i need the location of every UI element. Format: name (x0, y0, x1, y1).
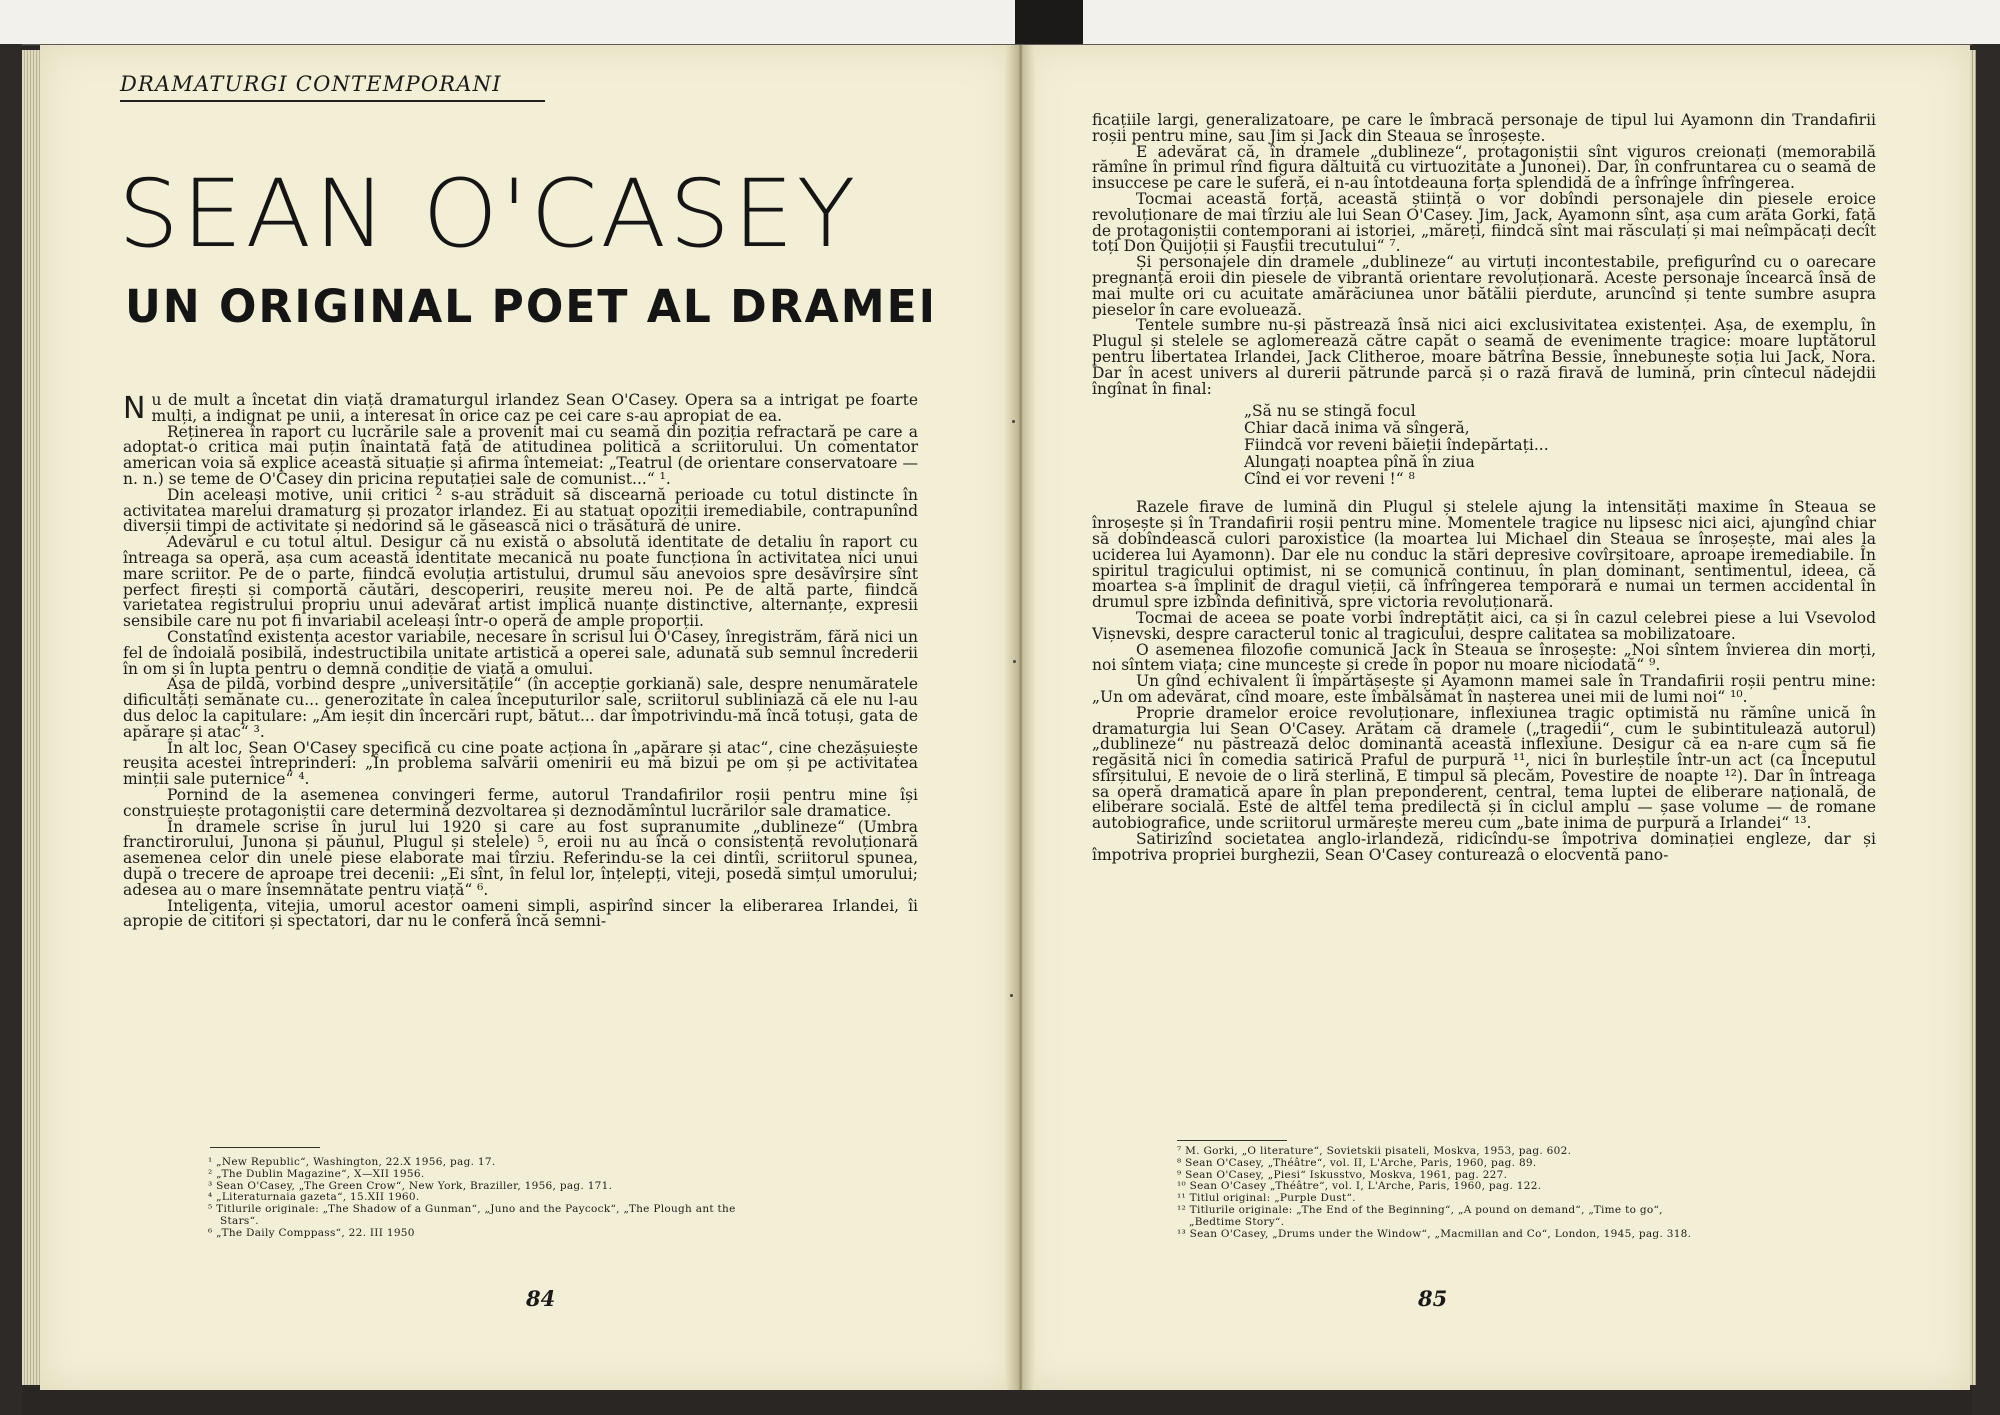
paragraph: Satirizînd societatea anglo-irlandeză, ridicîndu-se împotriva dominației engleze, dar și împotriva propriei burghezii, Sean O'Casey contureazâ o elocventă pano- (1092, 830, 1876, 864)
footnotes-right (1177, 1146, 1877, 1240)
footnote: ³ Sean O'Casey, „The Green Crow“, New York, Braziller, 1956, pag. 171. (208, 1179, 613, 1192)
first-paragraph: Nu de mult a încetat din viață dramaturgul irlandez Sean O'Casey. Opera sa a intrigat pe foarte mulți, a indignat pe unii, a interesat în orice caz pe cei care s-au apropiat de ea. (123, 391, 918, 426)
paragraph: Reținerea în raport cu lucrările sale a provenit mai cu seamă din poziția refractară pe care a adoptat-o critica mai puțin înaintată față de atitudinea politică a scriitorului. Un comentator american voia să explice această situație și afirma întemeiat: „Teatrul (de orientare conservatoare — n. n.) se teme de O'Casey din pricina reputației sale de comunist...“ ¹. (123, 422, 918, 488)
section-label: DRAMATURGI CONTEMPORANI (120, 72, 502, 96)
footnote: ⁶ „The Daily Comppass“, 22. III 1950 (208, 1226, 415, 1239)
page-speck (1013, 660, 1016, 663)
paragraph: ficațiile largi, generalizatoare, pe care le îmbracă personaje de tipul lui Ayamonn din Trandafirii roșii pentru mine, sau Jim și Jack din Steaua se înroșește. (1092, 111, 1876, 145)
footnote: ¹² Titlurile originale: „The End of the Beginning“, „A pound on demand“, „Time to go“, (1177, 1203, 1663, 1216)
page-speck (1010, 994, 1013, 997)
article-title: SEAN O'CASEY (118, 160, 859, 269)
footnote-rule-right (1177, 1140, 1287, 1141)
footnote: ⁸ Sean O'Casey, „Théâtre“, vol. II, L'Arche, Paris, 1960, pag. 89. (1177, 1156, 1537, 1169)
footnote: ⁴ „Literaturnaia gazeta“, 15.XII 1960. (208, 1191, 420, 1204)
right-page-body (1092, 113, 1876, 864)
paragraph: Așa de pildă, vorbind despre „universitățile“ (în accepție gorkiană) sale, despre nenumăratele dificultăți semănate cu... generozitate în calea începuturilor sale, scriitorul subliniază că ele nu l-au dus deloc la capitulare: „Am ieșit din încercări rupt, bătut... dar împotrivindu-mă încă totuși, gata de apărare și atac“ ³. (123, 675, 918, 741)
page-number-right: 85 (1418, 1286, 1448, 1311)
page-number-left: 84 (526, 1286, 556, 1311)
footnote: Stars“. (220, 1214, 259, 1227)
footnote: ¹¹ Titlul original: „Purple Dust“. (1177, 1192, 1356, 1205)
book-gutter (1005, 45, 1035, 1390)
footnotes-left (208, 1157, 918, 1240)
paragraph: Inteligența, vitejia, umorul acestor oameni simpli, aspirînd sincer la eliberarea Irlandei, îi apropie de cititori și spectatori, dar nu le conferă încă semni- (123, 896, 918, 931)
paragraph: Un gînd echivalent îi împărtășește și Ayamonn mamei sale în Trandafirii roșii pentru mine: „Un om adevărat, cînd moare, este îmbălsămat în nașterea unei mii de lumi noi“ ¹⁰. (1092, 672, 1876, 706)
article-subtitle: UN ORIGINAL POET AL DRAMEI (125, 280, 938, 333)
paragraph: Proprie dramelor eroice revoluționare, inflexiunea tragic optimistă nu rămîne unică în dramaturgia lui Sean O'Casey. Arătam că dramele („tragedii“, cum le subintitulează autorul) „dublineze“ nu păstrează deloc dominantă această inflexiune. Desigur că ea n-are cum să fie regăsită nici în comedia satirică Praful de purpură ¹¹, nici în burleștile într-un act (ca Începutul sfîrșitului, E nevoie de o liră sterlină, E timpul să plecăm, Povestire de noapte ¹²). Dar în întreaga sa operă dramatică apare în plan preponderent, central, tema luptei de eliberare națională, de eliberare socială. Este de altfel tema predilectă și în ciclul amplu — șase volume — de romane autobiografice, unde scriitorul urmărește mereu cum „bate inima de purpură a Irlandei“ ¹³. (1092, 703, 1876, 833)
paragraph: Și personajele din dramele „dublineze“ au virtuți incontestabile, prefigurînd cu o oarecare pregnanță eroii din piesele de vibrantă orientare revoluționară. Aceste personaje încearcă însă de mai multe ori cu acuitate amărăciunea unor bătălii pierdute, aruncînd și tente sumbre asupra pieselor în care evoluează. (1092, 253, 1876, 319)
paragraph: Razele firave de lumină din Plugul și stelele ajung la intensități maxime în Steaua se înroșește și în Trandafirii roșii pentru mine. Momentele tragice nu lipsesc nici aici, ajungînd chiar să dobîndească culori paroxistice (la moartea lui Michael din Steaua se înroșește, mai ales la uciderea lui Ayamonn). Dar ele nu conduc la stări depresive covîrșitoare, aproape iremediabile. În spiritul tragicului optimist, ni se comunică continuu, în plan dominant, sentimentul, ideea, că moartea s-a împlinit de dragul vieții, că înfrîngerea temporară e numai un termen accidental în drumul spre izbînda definitivă, spre victoria revoluționară. (1092, 498, 1876, 612)
footnote: ⁹ Sean O'Casey, „Piesi“ Iskusstvo, Moskva, 1961, pag. 227. (1177, 1168, 1508, 1181)
paragraph: E adevărat că, în dramele „dublineze“, protagoniștii sînt viguros creionați (memorabilă rămîne în primul rînd figura dăltuită cu virtuozitate a Junonei). Dar, în confruntarea cu o seamă de insuccese pe care le suferă, ei n-au întotdeauna forța splendidă de a înfrînge înfrîngerea. (1092, 142, 1876, 193)
drop-cap: N (123, 391, 146, 426)
book-spine-top (1015, 0, 1083, 44)
paragraph: În dramele scrise în jurul lui 1920 și care au fost supranumite „dublineze“ (Umbra franctirorului, Junona și păunul, Plugul și stelele) ⁵, eroii nu au încă o consistență revoluționară asemenea celor din unele piese elaborate mai tîrziu. Referindu-se la cei dintîi, scriitorul spunea, după o trecere de aproape trei decenii: „Ei sînt, în felul lor, înțelepți, viteji, posedă simțul umorului; adesea au o mare însemnătate pentru viață“ ⁶. (123, 817, 918, 899)
scanner-bed-top (0, 0, 2000, 44)
footnote-rule-left (210, 1147, 320, 1148)
book-cover-right-edge (1972, 44, 2000, 1415)
paragraph: În alt loc, Sean O'Casey specifică cu cine poate acționa în „apărare și atac“, cine chezășuiește reușita acestei întreprinderi: „În problema salvării omenirii eu mă bizui pe om și pe activitatea minții sale puternice“ ⁴. (123, 738, 918, 789)
book-cover-left-edge (0, 44, 22, 1415)
poem-line: Cînd ei vor reveni !“ ⁸ (1244, 470, 1415, 489)
page-stack-left (22, 50, 40, 1385)
page-stack-right (1970, 50, 1976, 1385)
poem-line: Chiar dacă inima vă sîngeră, (1244, 419, 1470, 438)
paragraph: O asemenea filozofie comunică Jack în Steaua se înroșește: „Noi sîntem învierea din morți, noi sîntem viața; cine muncește și crede în popor nu moare niciodată“ ⁹. (1092, 640, 1876, 675)
section-label-underline (120, 100, 545, 102)
paragraph: Adevărul e cu totul altul. Desigur că nu există o absolută identitate de detaliu în raport cu întreaga sa operă, așa cum această identitate mecanică nu poate funcționa în activitatea nici unui mare scriitor. Pe de o parte, fiindcă evoluția artistului, drumul său anevoios spre desăvîrșire sînt perfect firești și comportă căutări, descoperiri, reușite mereu noi. Pe de altă parte, fiindcă varietatea registrului propriu unui adevărat artist implică nuanțe distinctive, alternanțe, expresii sensibile care nu pot fi invariabil aceleași într-o operă de ample proporții. (123, 533, 918, 631)
poem-quote (1244, 403, 1876, 488)
left-page-body (123, 393, 918, 930)
footnote: „Bedtime Story“. (1189, 1215, 1285, 1228)
footnote: ¹³ Sean O'Casey, „Drums under the Window“, „Macmillan and Co“, London, 1945, pag. 318. (1177, 1227, 1692, 1240)
paragraph: Constatînd existența acestor variabile, necesare în scrisul lui O'Casey, înregistrăm, fără nici un fel de îndoială posibilă, indestructibila unitate artistică a operei sale, adunată sub semnul încrederii în om și în lupta pentru o demnă condiție de viață a omului. (123, 627, 918, 678)
footnote: ⁷ M. Gorki, „O literature“, Sovietskii pisateli, Moskva, 1953, pag. 602. (1177, 1145, 1572, 1157)
paragraph: Din aceleași motive, unii critici ² s-au străduit să discearnă perioade cu totul distincte în activitatea marelui dramaturg și prozator irlandez. Ei au statuat opoziții iremediabile, contrapunînd diverșii timpi de activitate și nedorind să le găsească nici o trăsătură de unire. (123, 485, 918, 536)
footnote: ² „The Dublin Magazine“, X—XII 1956. (208, 1167, 425, 1180)
poem-line: „Să nu se stingă focul (1244, 402, 1416, 421)
footnote: ¹⁰ Sean O'Casey „Théâtre“, vol. I, L'Arche, Paris, 1960, pag. 122. (1177, 1180, 1542, 1193)
footnote: ¹ „New Republic“, Washington, 22.X 1956, pag. 17. (208, 1156, 496, 1168)
paragraph: Tocmai de aceea se poate vorbi îndreptățit aici, ca și în cazul celebrei piese a lui Vsevolod Vișnevski, despre caracterul tonic al tragicului, despre calitatea sa mobilizatoare. (1092, 608, 1876, 643)
poem-line: Alungați noaptea pînă în ziua (1244, 453, 1475, 472)
paragraph: Tentele sumbre nu-și păstrează însă nici aici exclusivitatea existenței. Așa, de exemplu, în Plugul și stelele se aglomerează către capăt o seamă de evenimente tragice: moare luptătorul pentru libertatea Irlandei, Jack Clitheroe, moare bătrîna Bessie, înnebunește soția lui Jack, Nora. Dar în acest univers al durerii pătrunde parcă și o rază firavă de lumină, prin cîntecul nădejdii îngînat în final: (1092, 316, 1876, 398)
footnote: ⁵ Titlurile originale: „The Shadow of a Gunman“, „Juno and the Paycock“, „The Plough ant the (208, 1203, 736, 1216)
poem-line: Fiindcă vor reveni băieții îndepărtați... (1244, 436, 1549, 455)
paragraph: Tocmai această forță, această știință o vor dobîndi personajele din piesele eroice revoluționare de mai tîrziu ale lui Sean O'Casey. Jim, Jack, Ayamonn sînt, așa cum arăta Gorki, față de protagoniștii contemporani ai istoriei, „măreți, fiindcă sînt mai răsculați și mai neîmpăcați decît toți Don Quijoții și Fauștii trecutului“ ⁷. (1092, 189, 1876, 256)
paragraph: Pornind de la asemenea convingeri ferme, autorul Trandafirilor roșii pentru mine își construiește protagoniștii care determină dezvoltarea și deznodămîntul lucrărilor sale dramatice. (123, 785, 918, 820)
page-speck (1012, 420, 1015, 423)
